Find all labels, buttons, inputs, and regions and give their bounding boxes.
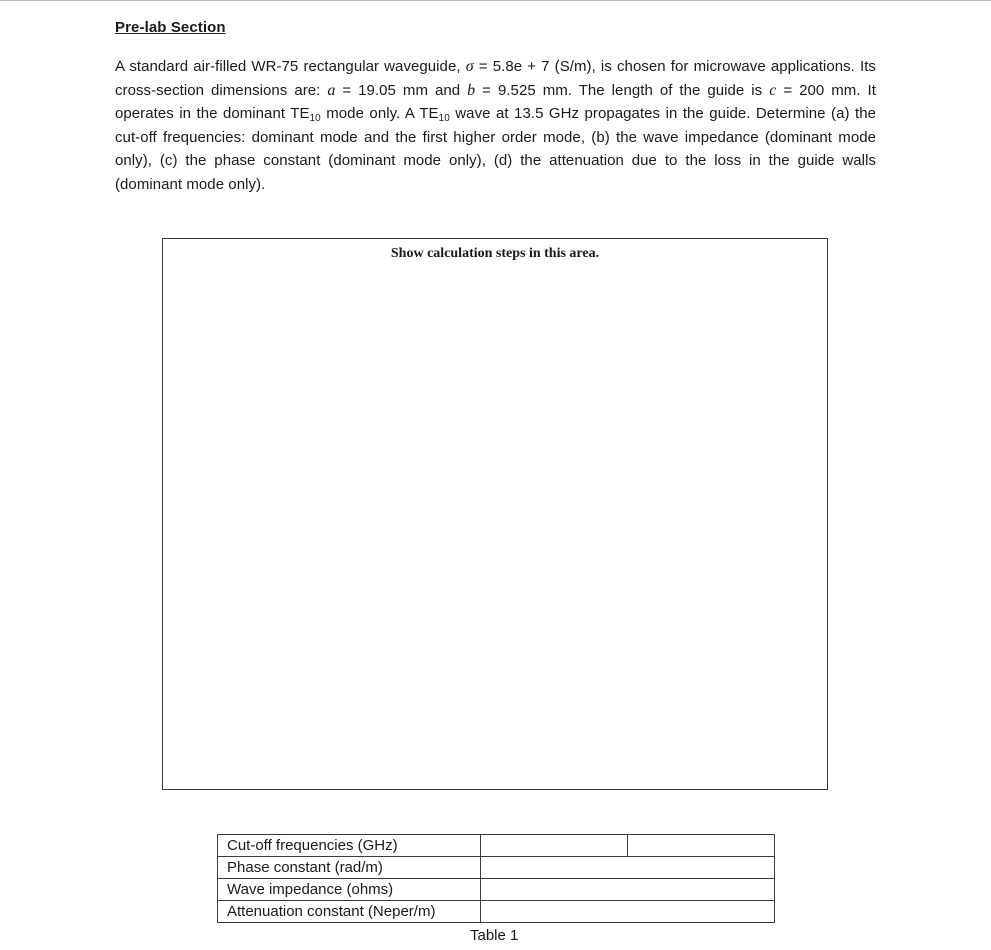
table-row: [218, 835, 775, 857]
a-symbol: a: [327, 81, 336, 99]
row-label-phase-constant: Phase constant (rad/m): [218, 857, 481, 879]
problem-text-4: = 9.525 mm. The length of the guide is: [475, 81, 770, 99]
problem-text-1: A standard air-filled WR-75 rectangular waveguide,: [115, 58, 466, 75]
b-symbol: b: [467, 81, 476, 99]
row-label-attenuation-constant: Attenuation constant (Neper/m): [218, 901, 481, 923]
cutoff-higher-mode-cell[interactable]: [628, 835, 775, 857]
table-row: [218, 857, 775, 879]
problem-text-3: = 19.05 mm and: [335, 81, 468, 99]
calculation-area[interactable]: [162, 238, 828, 790]
mode-subscript-2: 10: [438, 113, 450, 124]
row-label-cutoff-frequencies: Cut-off frequencies (GHz): [218, 835, 481, 857]
problem-statement: [115, 55, 876, 196]
problem-text-6: mode only. A TE: [320, 105, 439, 122]
wave-impedance-cell[interactable]: [481, 879, 775, 901]
problem-text-5: = 200 mm. It operates in the dominant TE: [115, 81, 876, 122]
row-label-wave-impedance: Wave impedance (ohms): [218, 879, 481, 901]
calculation-area-caption: Show calculation steps in this area.: [390, 246, 600, 261]
attenuation-constant-cell[interactable]: [481, 901, 775, 923]
problem-text-7: wave at 13.5 GHz propagates in the guide. Determine (a) the cut-off frequencies: dominant mode and the first higher order mode, (b) the wave impedance (dominant mode only), (c) the phase constant (dominant mode only), (d) the attenuation due to the loss in the guide walls (dominant mode only).: [115, 105, 876, 193]
mode-subscript-1: 10: [309, 113, 321, 124]
phase-constant-cell[interactable]: [481, 857, 775, 879]
sigma-symbol: σ: [465, 58, 474, 75]
page-top-border: [0, 0, 991, 1]
section-heading: Pre-lab Section: [115, 19, 226, 36]
c-symbol: c: [769, 81, 777, 99]
table-caption: Table 1: [470, 927, 519, 944]
table-row: [218, 879, 775, 901]
cutoff-dominant-mode-cell[interactable]: [481, 835, 628, 857]
table-row: [218, 901, 775, 923]
problem-text-2: = 5.8e + 7 (S/m), is chosen for microwave applications. Its cross-section dimensions are:: [115, 58, 876, 99]
results-table: [217, 834, 775, 923]
